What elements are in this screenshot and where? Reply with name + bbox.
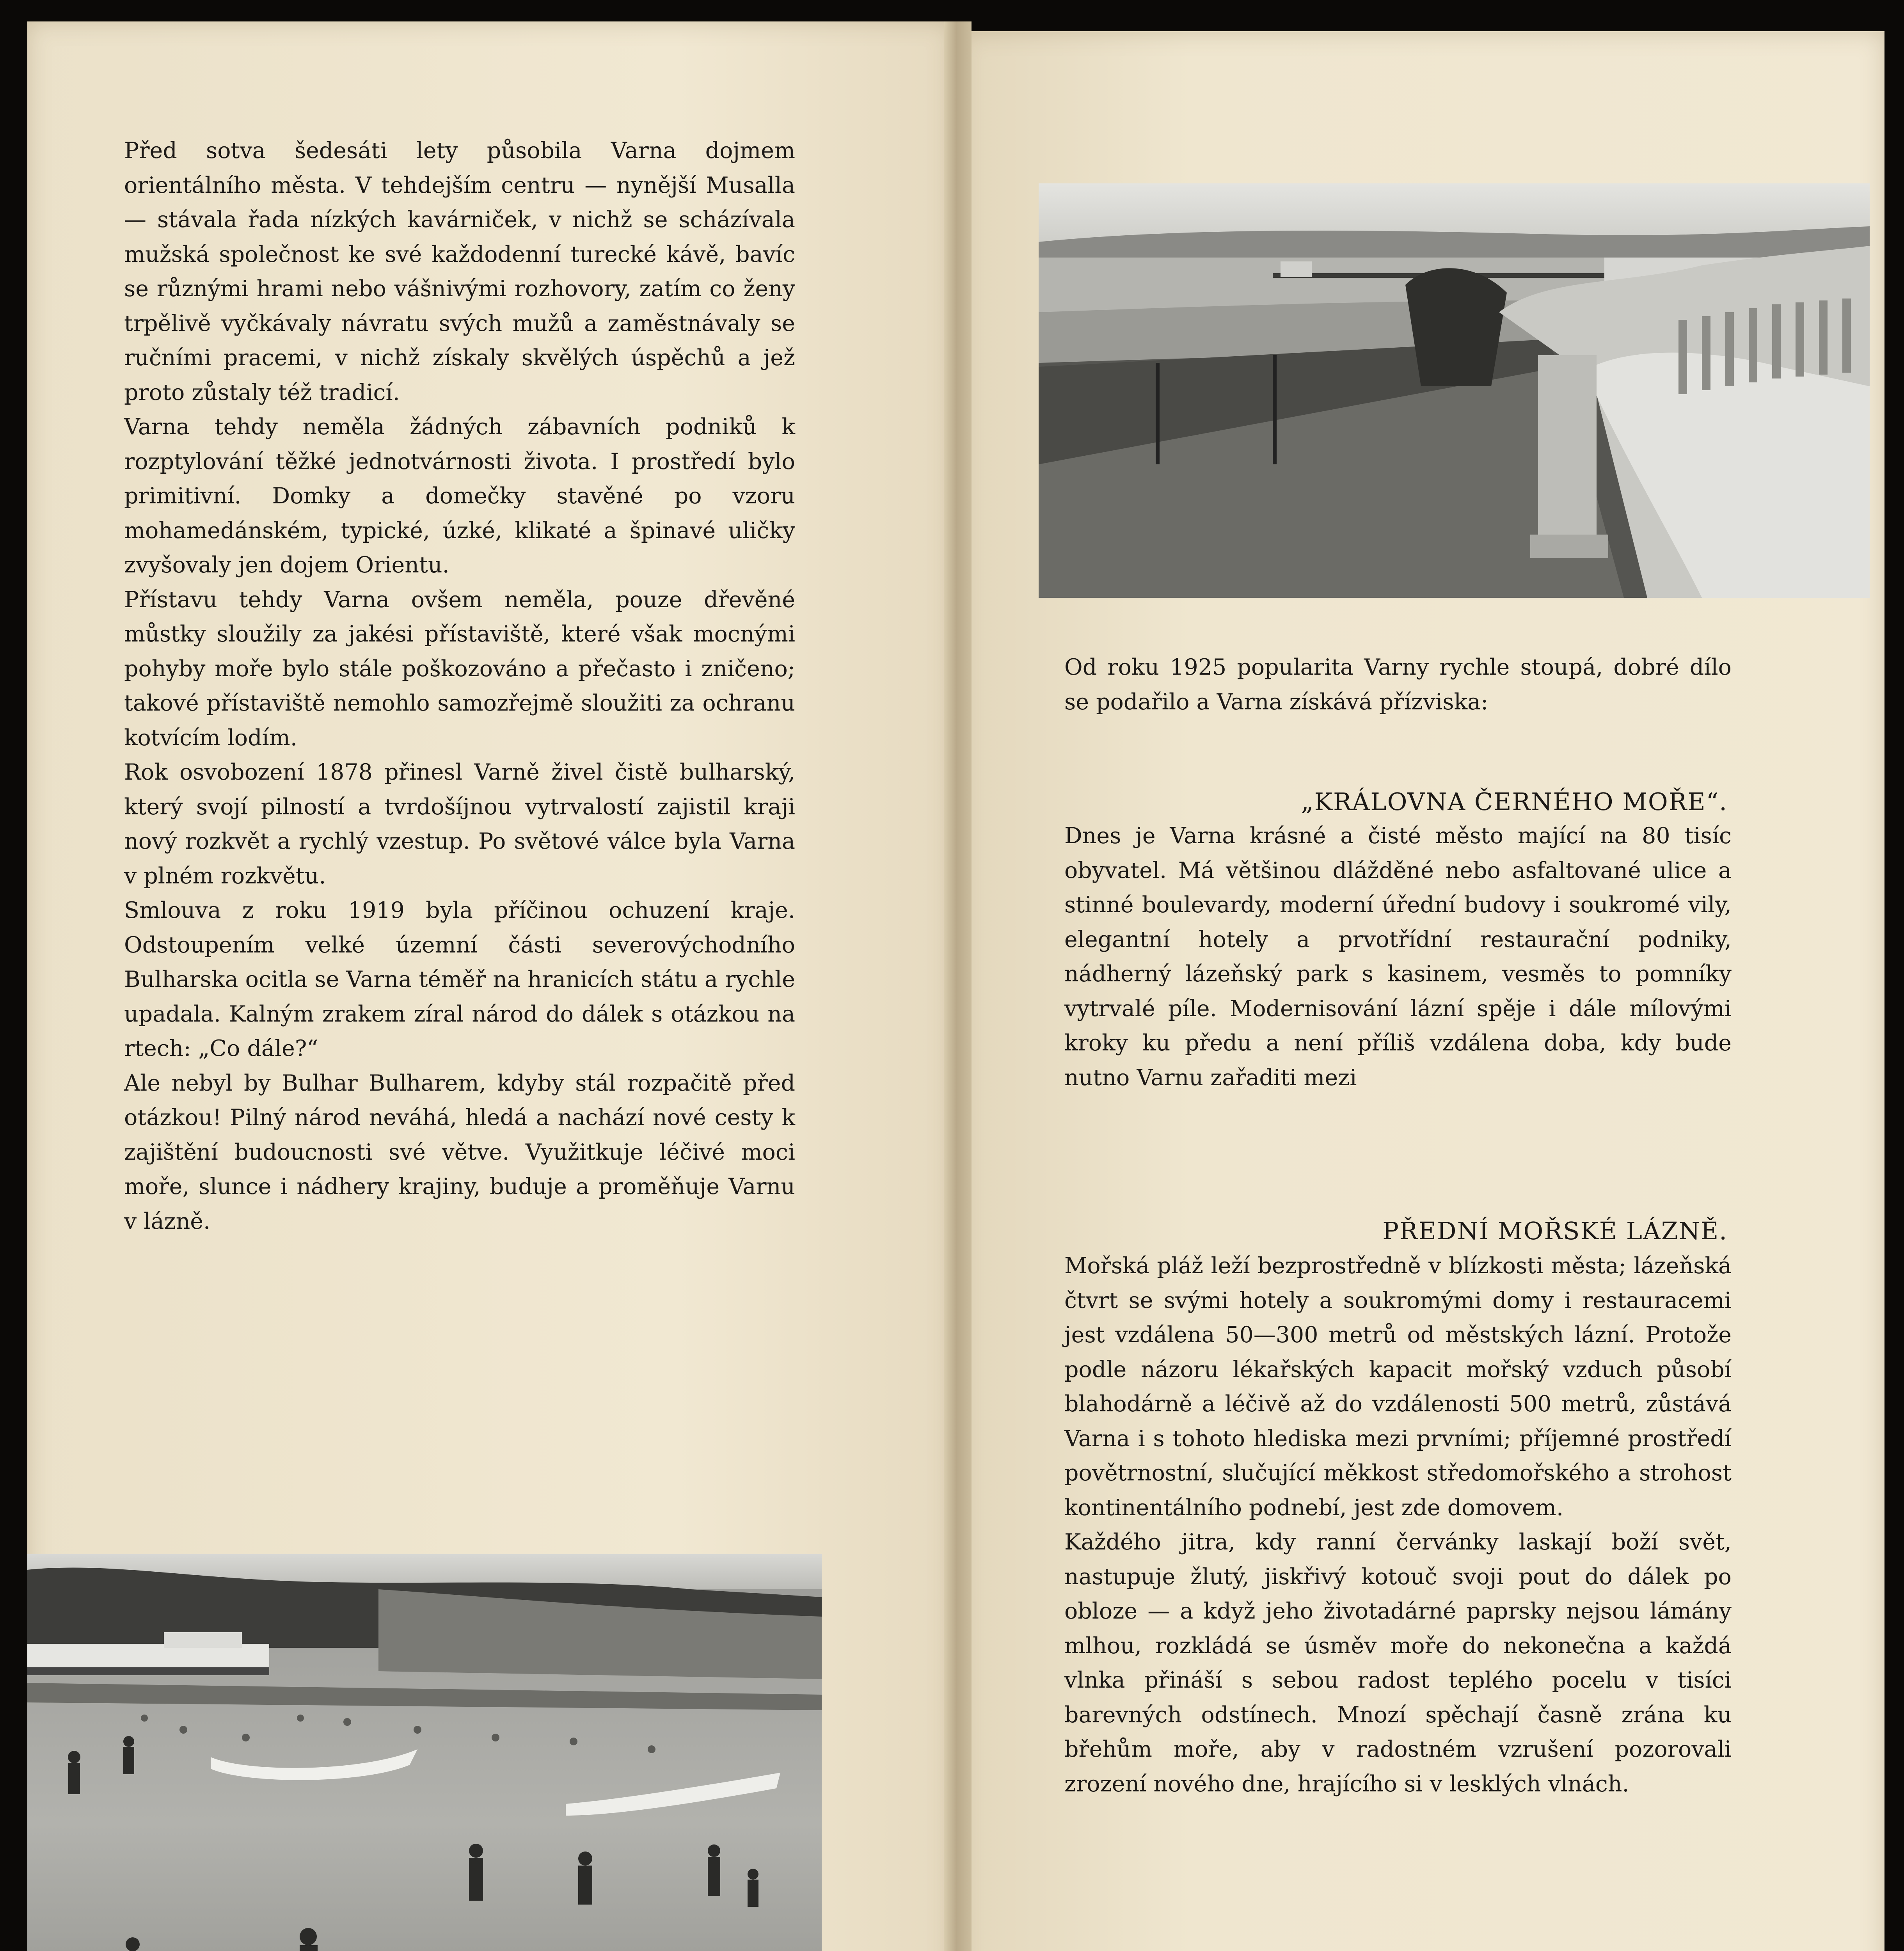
page-gutter (944, 21, 972, 1951)
beach-bathers-photo (27, 1554, 822, 1951)
right-city-text (1064, 819, 1732, 1095)
right-intro-text (1064, 650, 1732, 719)
paragraph-no-entertainment: Varna tehdy neměla žádných zábavních podniků k rozptylování těžké jednotvárnosti života. I prostředí bylo primitivní. Domky a domečky stavěné po vzoru mohamedánském, typické, úzké, klikaté a špinavé uličky zvyšovaly jen dojem Orientu. (124, 414, 795, 578)
paragraph-beach-location: Mořská pláž leží bezprostředně v blízkosti města; lázeňská čtvrt se svými hotely a soukromými domy i restauracemi jest vzdálena 50—300 metrů od městských lázní. Protože podle názoru lékařských kapacit mořský vzduch působí blahodárně a léčivě až do vzdálenosti 500 metrů, zůstává Varna i s tohoto hlediska mezi prvními; příjemné prostředí povětrnostní, slučující měkkost středomořského a strohost kontinentálního podnebí, jest zde domovem. (1064, 1253, 1732, 1521)
paragraph-morning-sun: Každého jitra, kdy ranní červánky laskají boží svět, nastupuje žlutý, jiskřivý kotouč svoji pout do dálek po obloze — a když jeho životadárné paprsky nejsou lámány mlhou, rozkládá se úsměv moře do nekonečna a každá vlnka přináší s sebou radost teplého pocelu v tisíci barevných odstínech. Mnozí spěchají časně zrána ku břehům moře, aby v radostném vzrušení pozorovali zrození nového dne, hrajícího si v lesklých vlnách. (1064, 1529, 1732, 1797)
paragraph-harbour: Přístavu tehdy Varna ovšem neměla, pouze dřevěné můstky sloužily za jakési přístaviště, které však mocnými pohyby moře bylo stále poškozováno a přečasto i zničeno; takové přístaviště nemohlo samozřejmě sloužiti za ochranu kotvícím lodím. (124, 586, 795, 751)
paragraph-treaty: Smlouva z roku 1919 byla příčinou ochuzení kraje. Odstoupením velké územní části severovýchodního Bulharska ocitla se Varna téměř na hranicích státu a rychle upadala. Kalným zrakem zíral národ do dálek s otázkou na rtech: „Co dále?“ (124, 897, 795, 1061)
right-spa-text (1064, 1249, 1732, 1801)
paragraph-liberation: Rok osvobození 1878 přinesl Varně živel čistě bulharský, který svojí pilností a tvrdošíjnou vytrvalostí zajistil kraji nový rozkvět a rychlý vzestup. Po světové válce byla Varna v plném rozkvětu. (124, 759, 795, 889)
promenade-pier-photo (1039, 183, 1870, 598)
paragraph-orient: Před sotva šedesáti lety působila Varna dojmem orientálního města. V tehdejším centru — nynější Musalla — stávala řada nízkých kavárniček, v nichž se scházívala mužská společnost ke své každodenní turecké kávě, bavíc se různými hrami nebo vášnivými rozhovory, zatím co ženy trpělivě vyčkávaly návratu svých mužů a zaměstnávaly se ručními pracemi, v nichž získaly skvělých úspěchů a jež proto zůstaly též tradicí. (124, 138, 795, 405)
heading-queen-of-black-sea: „KRÁLOVNA ČERNÉHO MOŘE“. (1301, 787, 1728, 816)
paragraph-city-today: Dnes je Varna krásné a čisté město mající na 80 tisíc obyvatel. Má většinou dlážděné nebo asfaltované ulice a stinné boulevardy, moderní úřední budovy i soukromé vily, elegantní hotely a prvotřídní restaurační podniky, nádherný lázeňský park s kasinem, vesměs to pomníky vytrvalé píle. Modernisování lázní spěje i dále mílovými kroky ku předu a není příliš vzdálena doba, kdy bude nutno Varnu zařaditi mezi (1064, 823, 1732, 1091)
heading-leading-sea-spa: PŘEDNÍ MOŘSKÉ LÁZNĚ. (1382, 1217, 1728, 1245)
paragraph-spa-building: Ale nebyl by Bulhar Bulharem, kdyby stál rozpačitě před otázkou! Pilný národ neváhá, hledá a nachází nové cesty k zajištění budoucnosti své větve. Využitkuje léčivé moci moře, slunce i nádhery krajiny, buduje a proměňuje Varnu v lázně. (124, 1070, 795, 1234)
left-text-column (124, 133, 795, 1238)
paragraph-popularity: Od roku 1925 popularita Varny rychle stoupá, dobré dílo se podařilo a Varna získává přízviska: (1064, 654, 1732, 715)
